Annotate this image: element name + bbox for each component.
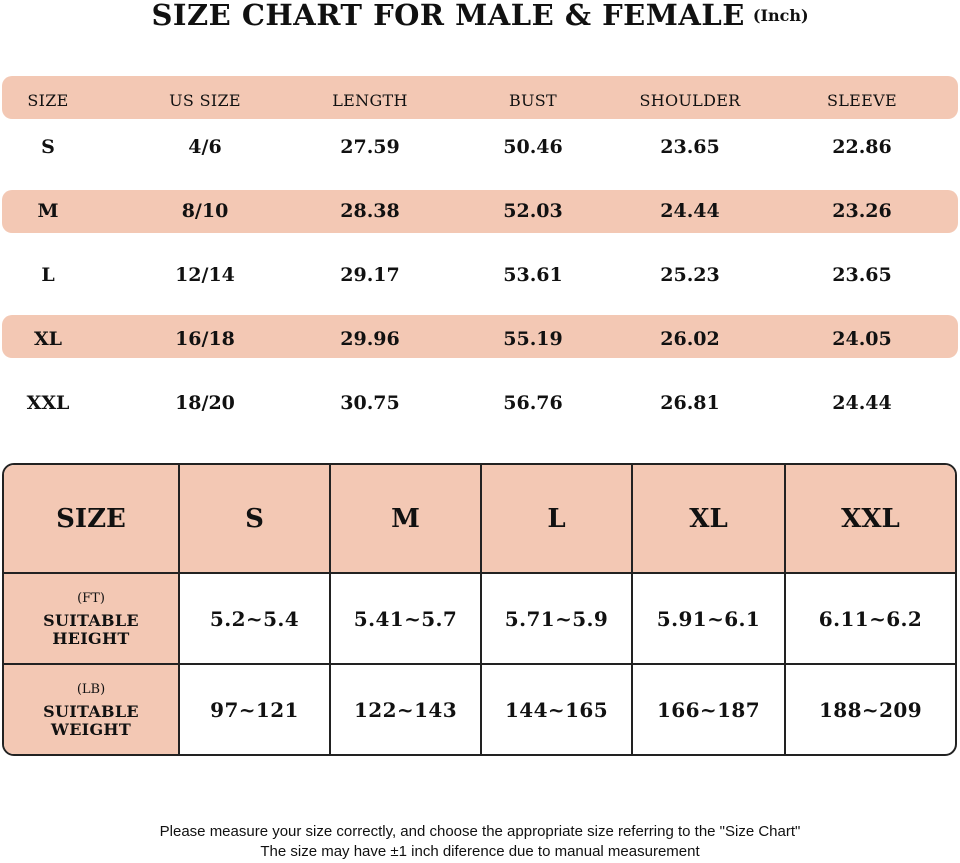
cell-shoulder: 26.02 bbox=[660, 328, 720, 350]
cell-sleeve: 23.26 bbox=[832, 200, 892, 222]
cell-length: 29.17 bbox=[340, 264, 400, 286]
height-label-line1: SUITABLE bbox=[43, 610, 139, 630]
measurement-row-s bbox=[0, 126, 960, 169]
cell-size: XL bbox=[33, 328, 63, 350]
height-value: 5.41~5.7 bbox=[331, 574, 482, 665]
cell-sleeve: 24.05 bbox=[832, 328, 892, 350]
height-value: 6.11~6.2 bbox=[786, 574, 955, 665]
cell-length: 29.96 bbox=[340, 328, 400, 350]
header-size: SIZE bbox=[27, 91, 69, 110]
cell-sleeve: 24.44 bbox=[832, 392, 892, 414]
cell-shoulder: 23.65 bbox=[660, 136, 720, 158]
measurement-row-m bbox=[0, 190, 960, 233]
cell-us-size: 18/20 bbox=[175, 392, 235, 414]
cell-size: L bbox=[41, 264, 55, 286]
suitable-size-table bbox=[2, 463, 957, 756]
weight-value: 97~121 bbox=[180, 665, 331, 754]
header-sleeve: SLEEVE bbox=[827, 91, 897, 110]
measurement-row-l bbox=[0, 254, 960, 297]
cell-size: S bbox=[41, 136, 55, 158]
cell-shoulder: 26.81 bbox=[660, 392, 720, 414]
cell-bust: 50.46 bbox=[503, 136, 563, 158]
cell-sleeve: 22.86 bbox=[832, 136, 892, 158]
weight-label-line2: WEIGHT bbox=[50, 719, 132, 739]
cell-bust: 52.03 bbox=[503, 200, 563, 222]
measurement-header-row bbox=[0, 79, 960, 122]
weight-label-line1: SUITABLE bbox=[43, 701, 139, 721]
height-value: 5.71~5.9 bbox=[482, 574, 633, 665]
cell-sleeve: 23.65 bbox=[832, 264, 892, 286]
cell-bust: 53.61 bbox=[503, 264, 563, 286]
cell-us-size: 12/14 bbox=[175, 264, 235, 286]
title-unit-text: (Inch) bbox=[752, 5, 809, 25]
weight-value: 188~209 bbox=[818, 697, 923, 722]
header-bust: BUST bbox=[508, 91, 558, 110]
header-length: LENGTH bbox=[332, 91, 408, 110]
cell-us-size: 8/10 bbox=[181, 200, 229, 222]
cell-shoulder: 24.44 bbox=[660, 200, 720, 222]
footer-note-measure: Please measure your size correctly, and choose the appropriate size referring to the "Size Chart" bbox=[159, 823, 801, 840]
t2-header-m: M bbox=[331, 465, 482, 574]
height-label bbox=[4, 574, 180, 665]
weight-value: 166~187 bbox=[633, 665, 786, 754]
footer-note-difference: The size may have ±1 inch diference due to manual measurement bbox=[260, 843, 700, 860]
cell-bust: 56.76 bbox=[503, 392, 563, 414]
weight-unit: (LB) bbox=[76, 681, 106, 697]
height-value: 5.2~5.4 bbox=[180, 574, 331, 665]
t2-header-l: L bbox=[482, 465, 633, 574]
cell-us-size: 16/18 bbox=[175, 328, 235, 350]
measurement-row-xxl bbox=[0, 382, 960, 425]
t2-header-xxl: XXL bbox=[786, 465, 955, 574]
cell-us-size: 4/6 bbox=[188, 136, 222, 158]
weight-value: 122~143 bbox=[331, 665, 482, 754]
height-unit: (FT) bbox=[77, 590, 105, 606]
cell-size: XXL bbox=[26, 392, 70, 414]
cell-shoulder: 25.23 bbox=[660, 264, 720, 286]
title-main-text: SIZE CHART FOR MALE & FEMALE bbox=[151, 0, 745, 32]
cell-length: 27.59 bbox=[340, 136, 400, 158]
cell-length: 30.75 bbox=[340, 392, 400, 414]
cell-bust: 55.19 bbox=[503, 328, 563, 350]
weight-label bbox=[4, 665, 180, 754]
cell-size: M bbox=[37, 200, 59, 222]
weight-value: 144~165 bbox=[482, 665, 633, 754]
t2-header-size: SIZE bbox=[4, 465, 180, 574]
measurement-row-xl bbox=[0, 318, 960, 361]
t2-header-s: S bbox=[180, 465, 331, 574]
size-chart-title bbox=[0, 0, 960, 36]
t2-header-xl: XL bbox=[633, 465, 786, 574]
height-label-line2: HEIGHT bbox=[52, 628, 130, 648]
header-shoulder: SHOULDER bbox=[639, 91, 741, 110]
height-value: 5.91~6.1 bbox=[633, 574, 786, 665]
header-us-size: US SIZE bbox=[169, 91, 241, 110]
cell-length: 28.38 bbox=[340, 200, 400, 222]
